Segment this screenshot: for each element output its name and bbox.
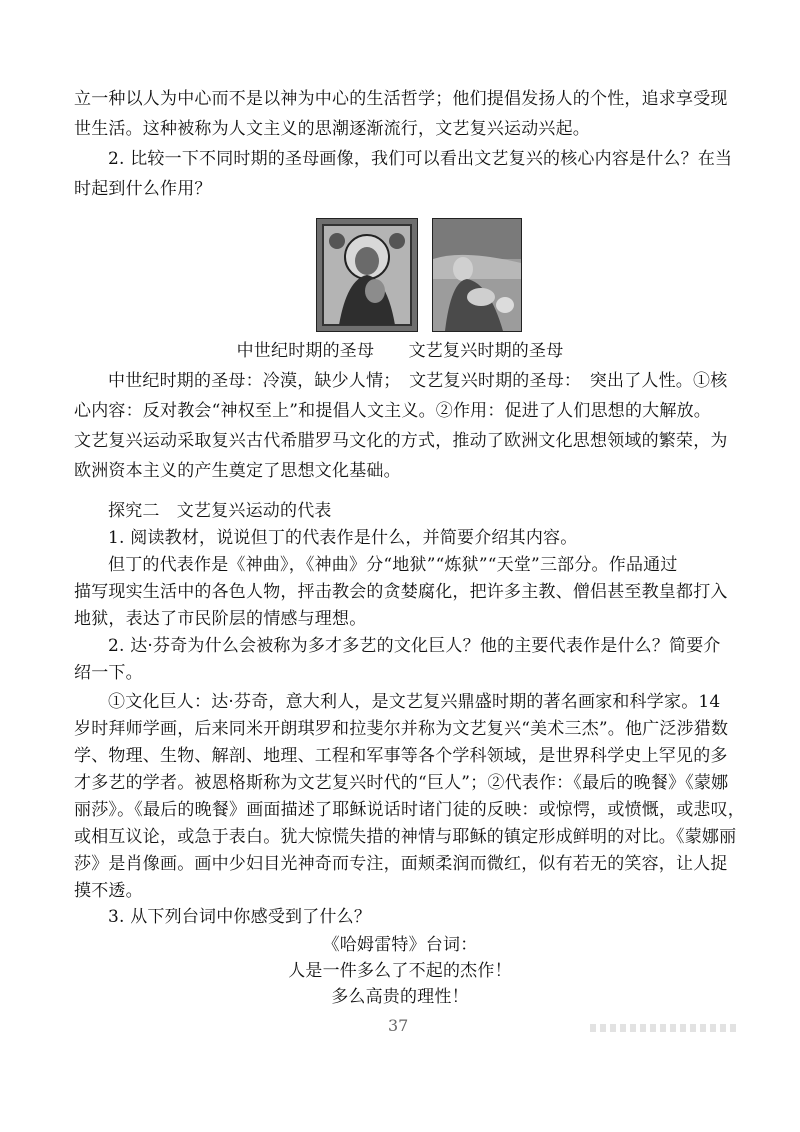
answer-line: 描写现实生活中的各色人物，抨击教会的贪婪腐化，把许多主教、僧侣甚至教皇都打入: [74, 582, 728, 602]
answer-line: 才多艺的学者。被恩格斯称为文艺复兴时代的“巨人”；②代表作：《最后的晚餐》《蒙娜: [74, 773, 729, 793]
answer-line: 心内容：反对教会“神权至上”和提倡人文主义。②作用：促进了人们思想的大解放。: [74, 401, 711, 421]
question-line: 2. 达·芬奇为什么会被称为多才多艺的文化巨人？他的主要代表作是什么？简要介: [108, 636, 721, 656]
question-line: 绍一下。: [74, 663, 143, 683]
footer-mark: [590, 1024, 740, 1032]
answer-line: 莎》是肖像画。画中少妇目光神奇而专注，面颊柔润而微红，似有若无的笑容，让人捉: [74, 854, 728, 874]
paragraph-line: 立一种以人为中心而不是以神为中心的生活哲学；他们提倡发扬人的个性，追求享受现: [74, 89, 728, 109]
question-line: 1. 阅读教材，说说但丁的代表作是什么，并简要介绍其内容。: [108, 528, 578, 548]
answer-line: 地狱，表达了市民阶层的情感与理想。: [74, 609, 367, 629]
answer-line: 欧洲资本主义的产生奠定了思想文化基础。: [74, 461, 401, 481]
page-number: 37: [388, 1016, 409, 1035]
answer-line: 岁时拜师学画，后来同米开朗琪罗和拉斐尔并称为文艺复兴“美术三杰”。他广泛涉猎数: [74, 719, 729, 739]
medieval-madonna-image: [316, 218, 418, 332]
question-line: 2. 比较一下不同时期的圣母画像，我们可以看出文艺复兴的核心内容是什么？在当: [108, 149, 733, 169]
paragraph-line: 世生活。这种被称为人文主义的思潮逐渐流行，文艺复兴运动兴起。: [74, 119, 590, 139]
image-caption: 中世纪时期的圣母 文艺复兴时期的圣母: [236, 341, 564, 361]
answer-line: 或相互议论，或急于表白。犹大惊慌失措的神情与耶稣的镇定形成鲜明的对比。《蒙娜丽: [74, 827, 737, 847]
answer-line: 丽莎》。《最后的晚餐》画面描述了耶稣说话时诸门徒的反映：或惊愕，或愤慨，或悲叹，: [74, 800, 745, 820]
answer-line: 文艺复兴运动采取复兴古代希腊罗马文化的方式，推动了欧洲文化思想领域的繁荣，为: [74, 431, 728, 451]
quote-title: 《哈姆雷特》台词：: [322, 935, 478, 955]
section-heading: 探究二 文艺复兴运动的代表: [108, 501, 332, 521]
quote-line: 多么高贵的理性！: [331, 987, 469, 1007]
question-line: 3. 从下列台词中你感受到了什么？: [108, 907, 372, 927]
question-line: 时起到什么作用？: [74, 179, 212, 199]
renaissance-madonna-image: [432, 218, 522, 332]
answer-line: 学、物理、生物、解剖、地理、工程和军事等各个学科领域，是世界科学史上罕见的多: [74, 746, 728, 766]
answer-line: ①文化巨人：达·芬奇，意大利人，是文艺复兴鼎盛时期的著名画家和科学家。14: [108, 692, 721, 712]
quote-line: 人是一件多么了不起的杰作！: [288, 961, 512, 981]
answer-line: 但丁的代表作是《神曲》，《神曲》分“地狱”“炼狱”“天堂”三部分。作品通过: [108, 555, 678, 575]
answer-line: 摸不透。: [74, 881, 143, 901]
answer-line: 中世纪时期的圣母：冷漠，缺少人情； 文艺复兴时期的圣母： 突出了人性。①核: [108, 371, 728, 391]
